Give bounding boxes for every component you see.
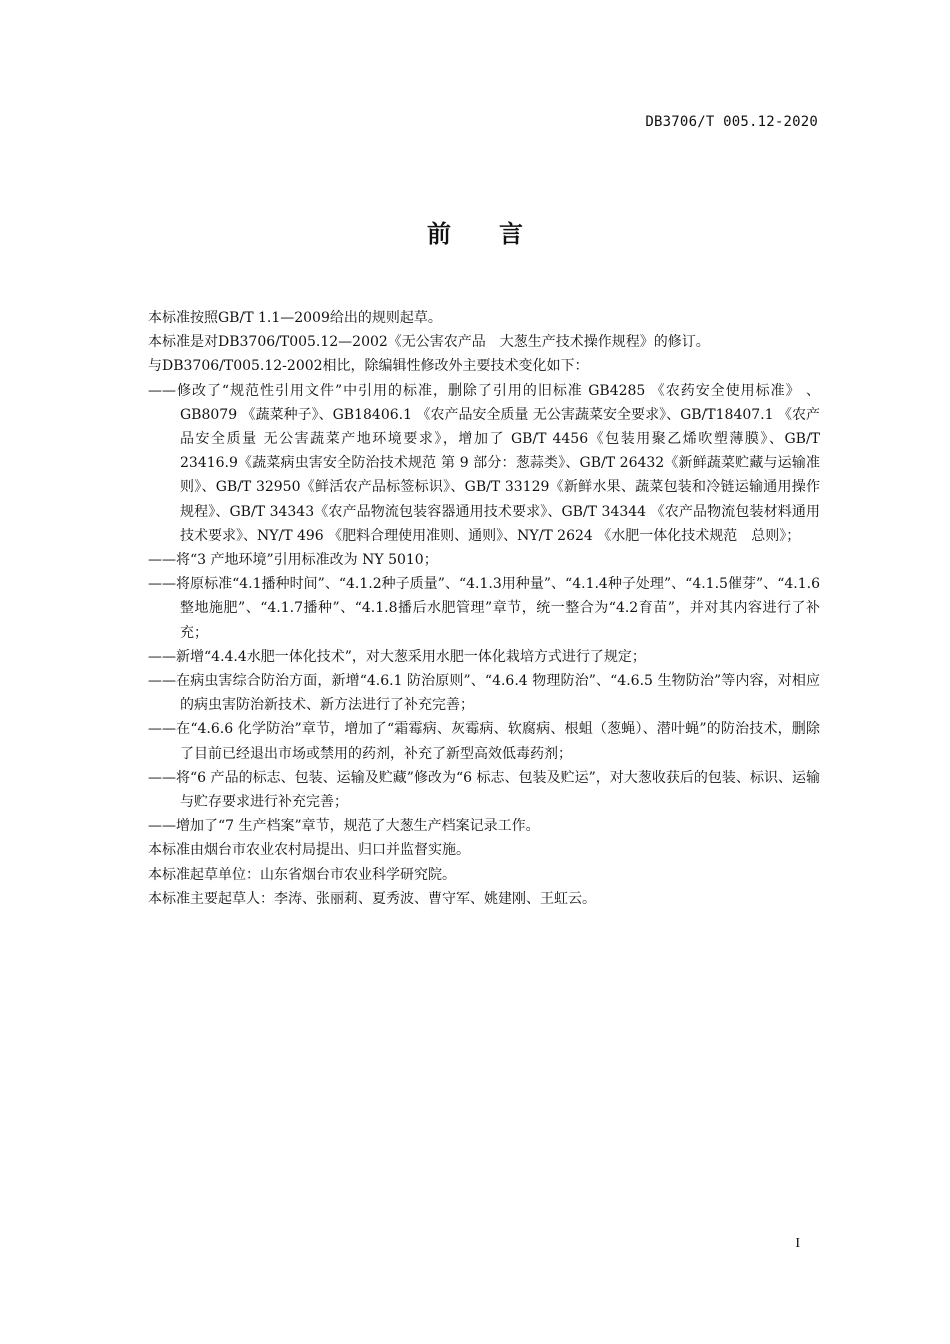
- change-item: ——新增“4.4.4水肥一体化技术”，对大葱采用水肥一体化栽培方式进行了规定；: [148, 648, 646, 665]
- closing-line: 本标准主要起草人：李涛、张丽莉、夏秀波、曹守军、姚建刚、王虹云。: [148, 890, 596, 907]
- page-number: I: [795, 1236, 800, 1251]
- closing-line: 本标准起草单位：山东省烟台市农业科学研究院。: [148, 866, 456, 883]
- change-item: ——将“3 产地环境”引用标准改为 NY 5010；: [148, 552, 438, 569]
- title-char-1: 前: [427, 219, 451, 248]
- document-code: DB3706/T 005.12-2020: [645, 114, 818, 130]
- change-item: ——增加了“7 生产档案”章节，规范了大葱生产档案记录工作。: [148, 818, 540, 835]
- change-item: ——修改了“规范性引用文件”中引用的标准，删除了引用的旧标准 GB4285 《农药安全使用标准》 、GB8079 《蔬菜种子》、GB18406.1 《农产品安全质量 无公害蔬菜安全要求》、GB/T18407.1 《农产品安全质量 无公害蔬菜产地环境要求》，增加了 GB/T 4456《包装用聚乙烯吹塑薄膜》、GB/T 23416.9《蔬菜病虫害安全防治技术规范 第 9 部分：葱蒜类》、GB/T 26432《新鲜蔬菜贮藏与运输准则》、GB/T 32950《鲜活农产品标签标识》、GB/T 33129《新鲜水果、蔬菜包装和冷链运输通用操作规程》、GB/T 34343《农产品物流包装容器通用技术要求》、GB/T 34344 《农产品物流包装材料通用技术要求》、NY/T 496 《肥料合理使用准则、通则》、NY/T 2624 《水肥一体化技术规范 总则》；: [148, 382, 820, 544]
- foreword-body: [148, 306, 820, 911]
- intro-line: 本标准是对DB3706/T005.12—2002《无公害农产品 大葱生产技术操作规程》的修订。: [148, 334, 710, 351]
- intro-line: 与DB3706/T005.12-2002相比，除编辑性修改外主要技术变化如下：: [148, 358, 589, 375]
- change-item: ——将原标准“4.1播种时间”、“4.1.2种子质量”、“4.1.3用种量”、“4.1.4种子处理”、“4.1.5催芽”、“4.1.6整地施肥”、“4.1.7播种”、“4.1.8播后水肥管理”章节，统一整合为“4.2育苗”，并对其内容进行了补充；: [148, 576, 820, 641]
- change-item: ——在病虫害综合防治方面，新增“4.6.1 防治原则”、“4.6.4 物理防治”、“4.6.5 生物防治”等内容，对相应的病虫害防治新技术、新方法进行了补充完善；: [148, 673, 820, 714]
- change-item: ——在“4.6.6 化学防治”章节，增加了“霜霉病、灰霉病、软腐病、根蛆（葱蝇）、潜叶蝇”的防治技术，删除了目前已经退出市场或禁用的药剂，补充了新型高效低毒药剂；: [148, 721, 820, 762]
- closing-line: 本标准由烟台市农业农村局提出、归口并监督实施。: [148, 842, 470, 859]
- title-char-2: 言: [499, 219, 523, 248]
- intro-line: 本标准按照GB/T 1.1—2009给出的规则起草。: [148, 310, 442, 326]
- change-item: ——将“6 产品的标志、包装、运输及贮藏”修改为“6 标志、包装及贮运”，对大葱收获后的包装、标识、运输与贮存要求进行补充完善；: [148, 769, 820, 811]
- page-title: [0, 214, 950, 249]
